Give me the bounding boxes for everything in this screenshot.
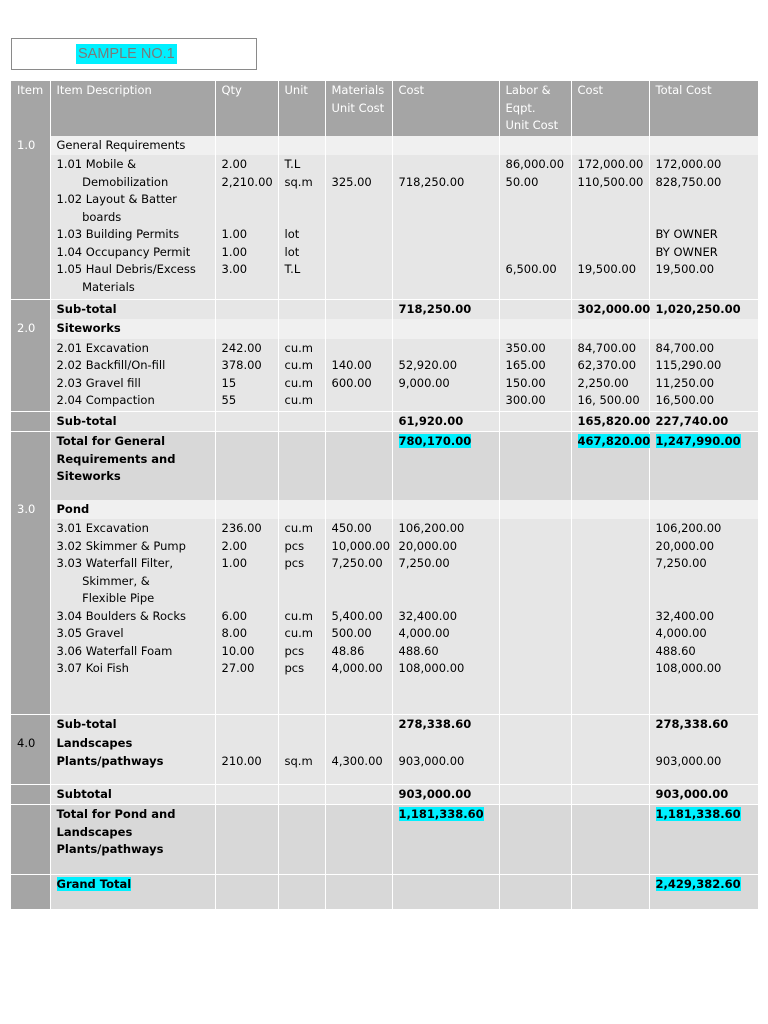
table-cell: [571, 784, 649, 805]
table-cell: [325, 319, 392, 339]
table-cell: 278,338.60: [649, 714, 758, 734]
table-cell: 450.00 10,000.00 7,250.00 5,400.00 500.00 48.86 4,000.00: [325, 519, 392, 714]
table-cell: [571, 875, 649, 909]
column-header: Unit: [278, 81, 325, 136]
table-cell: Sub-total: [50, 714, 215, 734]
table-cell: [392, 319, 499, 339]
table-cell: 718,250.00: [392, 299, 499, 319]
table-row: [11, 432, 758, 500]
table-cell: Landscapes Plants/pathways: [50, 734, 215, 784]
table-cell: [499, 319, 571, 339]
table-cell: 140.00 600.00: [325, 339, 392, 412]
highlighted-value: Grand Total: [56, 877, 132, 891]
table-cell: 84,700.00 115,290.00 11,250.00 16,500.00: [649, 339, 758, 412]
table-cell: [215, 875, 278, 909]
table-row: [11, 155, 758, 299]
table-cell: T.L sq.m lot lot T.L: [278, 155, 325, 299]
table-cell: [325, 411, 392, 432]
table-cell: 903,000.00: [649, 734, 758, 784]
table-cell: [325, 784, 392, 805]
table-cell: [278, 875, 325, 909]
table-row: [11, 136, 758, 156]
table-cell: [11, 299, 50, 319]
table-cell: [215, 500, 278, 520]
table-cell: [499, 299, 571, 319]
table-cell: [571, 319, 649, 339]
table-cell: [215, 432, 278, 500]
table-row: [11, 319, 758, 339]
highlighted-value: 1,181,338.60: [655, 807, 741, 821]
table-cell: [11, 432, 50, 500]
table-cell: 106,200.00 20,000.00 7,250.00 32,400.00 4,000.00 488.60 108,000.00: [392, 519, 499, 714]
table-cell: [649, 805, 758, 875]
table-cell: [215, 299, 278, 319]
cost-estimate-table: [11, 81, 759, 909]
table-cell: 236.00 2.00 1.00 6.00 8.00 10.00 27.00: [215, 519, 278, 714]
table-cell: 278,338.60: [392, 714, 499, 734]
table-cell: [278, 432, 325, 500]
table-cell: 172,000.00 828,750.00 BY OWNER BY OWNER 19,500.00: [649, 155, 758, 299]
table-cell: [392, 805, 499, 875]
table-cell: 165,820.00: [571, 411, 649, 432]
table-cell: [215, 319, 278, 339]
table-cell: Pond: [50, 500, 215, 520]
table-cell: [325, 714, 392, 734]
table-cell: 4,300.00: [325, 734, 392, 784]
document-title: SAMPLE NO.1: [78, 46, 175, 62]
column-header: Item Description: [50, 81, 215, 136]
column-header: Item: [11, 81, 50, 136]
table-cell: Total for Pond and Landscapes Plants/pathways: [50, 805, 215, 875]
table-cell: [392, 432, 499, 500]
table-cell: [499, 805, 571, 875]
table-cell: [499, 714, 571, 734]
table-cell: cu.m cu.m cu.m cu.m: [278, 339, 325, 412]
table-row: [11, 500, 758, 520]
table-cell: [11, 875, 50, 909]
table-cell: [392, 500, 499, 520]
table-cell: [499, 734, 571, 784]
table-cell: [215, 411, 278, 432]
table-cell: 242.00 378.00 15 55: [215, 339, 278, 412]
table-cell: [278, 319, 325, 339]
table-cell: [325, 432, 392, 500]
table-cell: [499, 784, 571, 805]
table-cell: [649, 432, 758, 500]
highlighted-value: 1,247,990.00: [655, 434, 741, 448]
table-cell: [278, 714, 325, 734]
table-cell: [571, 519, 649, 714]
table-cell: 52,920.00 9,000.00: [392, 339, 499, 412]
table-cell: [571, 714, 649, 734]
table-cell: 4.0: [11, 734, 50, 784]
table-cell: [571, 432, 649, 500]
table-row: [11, 299, 758, 319]
table-cell: [571, 734, 649, 784]
table-cell: [11, 519, 50, 714]
table-cell: 3.01 Excavation 3.02 Skimmer & Pump 3.03 Waterfall Filter, Skimmer, & Flexible Pipe 3.04 Boulders & Rocks 3.05 Gravel 3.06 Waterfall Foam 3.07 Koi Fish: [50, 519, 215, 714]
table-row: [11, 714, 758, 734]
table-cell: [649, 500, 758, 520]
table-cell: 86,000.00 50.00 6,500.00: [499, 155, 571, 299]
column-header: Cost: [392, 81, 499, 136]
table-cell: 84,700.00 62,370.00 2,250.00 16, 500.00: [571, 339, 649, 412]
table-cell: [50, 875, 215, 909]
table-cell: [325, 136, 392, 156]
table-cell: [11, 714, 50, 734]
highlighted-value: 780,170.00: [398, 434, 472, 448]
table-cell: 903,000.00: [392, 784, 499, 805]
table-cell: 325.00: [325, 155, 392, 299]
table-cell: 172,000.00 110,500.00 19,500.00: [571, 155, 649, 299]
table-cell: 3.0: [11, 500, 50, 520]
table-cell: [571, 500, 649, 520]
table-cell: Sub-total: [50, 299, 215, 319]
table-cell: 1,020,250.00: [649, 299, 758, 319]
table-cell: sq.m: [278, 734, 325, 784]
table-cell: [11, 411, 50, 432]
table-cell: Total for General Requirements and Siteworks: [50, 432, 215, 500]
table-cell: [278, 500, 325, 520]
highlighted-value: 1,181,338.60: [398, 807, 484, 821]
table-cell: [649, 875, 758, 909]
column-header: Cost: [571, 81, 649, 136]
table-cell: [215, 805, 278, 875]
table-cell: 1.0: [11, 136, 50, 156]
table-cell: [278, 136, 325, 156]
table-cell: 903,000.00: [649, 784, 758, 805]
table-cell: 61,920.00: [392, 411, 499, 432]
table-cell: 227,740.00: [649, 411, 758, 432]
table-cell: 903,000.00: [392, 734, 499, 784]
table-cell: 2.00 2,210.00 1.00 1.00 3.00: [215, 155, 278, 299]
table-cell: [499, 875, 571, 909]
table-cell: General Requirements: [50, 136, 215, 156]
table-cell: cu.m pcs pcs cu.m cu.m pcs pcs: [278, 519, 325, 714]
table-cell: [325, 299, 392, 319]
table-cell: [11, 339, 50, 412]
table-cell: 718,250.00: [392, 155, 499, 299]
table-cell: 2.01 Excavation 2.02 Backfill/On-fill 2.03 Gravel fill 2.04 Compaction: [50, 339, 215, 412]
table-cell: 1.01 Mobile & Demobilization 1.02 Layout & Batter boards 1.03 Building Permits 1.04 Occupancy Permit 1.05 Haul Debris/Excess Materials: [50, 155, 215, 299]
table-cell: [392, 136, 499, 156]
table-cell: [649, 136, 758, 156]
table-cell: [499, 519, 571, 714]
table-cell: [11, 784, 50, 805]
table-cell: [215, 136, 278, 156]
table-cell: [499, 432, 571, 500]
table-cell: [325, 805, 392, 875]
table-row: [11, 784, 758, 805]
table-cell: [571, 805, 649, 875]
column-header: Qty: [215, 81, 278, 136]
table-cell: [11, 155, 50, 299]
table-row: [11, 805, 758, 875]
table-cell: [325, 875, 392, 909]
table-cell: [649, 319, 758, 339]
table-cell: 106,200.00 20,000.00 7,250.00 32,400.00 4,000.00 488.60 108,000.00: [649, 519, 758, 714]
table-row: [11, 339, 758, 412]
table-cell: [499, 500, 571, 520]
table-cell: [215, 784, 278, 805]
table-row: [11, 875, 758, 909]
table-cell: 302,000.00: [571, 299, 649, 319]
table-header-row: [11, 81, 758, 136]
table-cell: [278, 411, 325, 432]
table-cell: Subtotal: [50, 784, 215, 805]
table-cell: Sub-total: [50, 411, 215, 432]
table-cell: Siteworks: [50, 319, 215, 339]
table-cell: [278, 805, 325, 875]
table-cell: [278, 299, 325, 319]
table-cell: 2.0: [11, 319, 50, 339]
table-cell: [571, 136, 649, 156]
table-cell: [215, 714, 278, 734]
column-header: Total Cost: [649, 81, 758, 136]
column-header: Labor & Eqpt. Unit Cost: [499, 81, 571, 136]
table-cell: [325, 500, 392, 520]
table-row: [11, 734, 758, 784]
table-cell: [278, 784, 325, 805]
table-row: [11, 411, 758, 432]
table-row: [11, 519, 758, 714]
highlighted-value: 2,429,382.60: [655, 877, 741, 891]
table-cell: [499, 411, 571, 432]
table-cell: [392, 875, 499, 909]
table-cell: [499, 136, 571, 156]
column-header: Materials Unit Cost: [325, 81, 392, 136]
highlighted-value: 467,820.00: [577, 434, 651, 448]
table-cell: [11, 805, 50, 875]
table-cell: 210.00: [215, 734, 278, 784]
table-cell: 350.00 165.00 150.00 300.00: [499, 339, 571, 412]
